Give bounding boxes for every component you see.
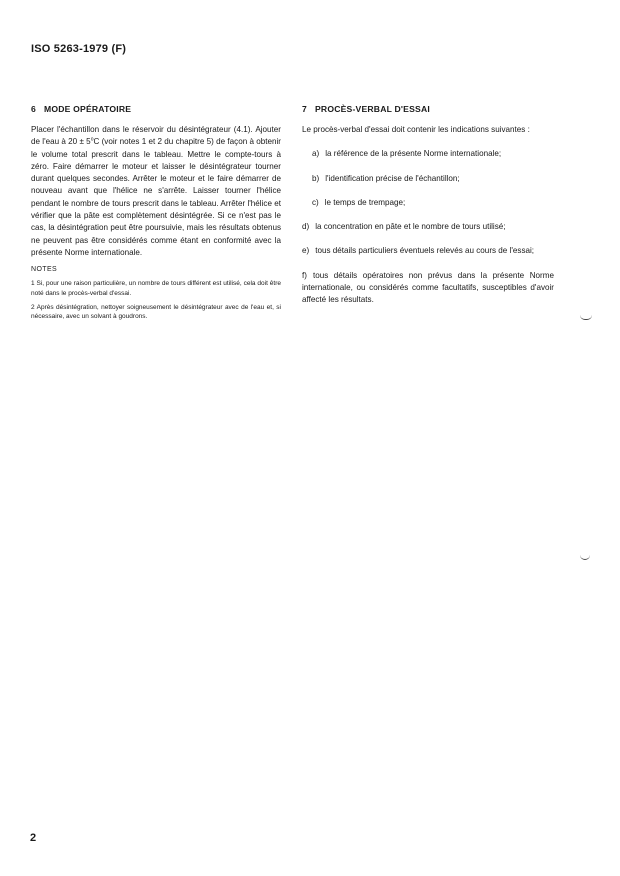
section-number: 7 <box>302 104 307 114</box>
notes-heading: NOTES <box>31 266 58 274</box>
item-text: l'identification précise de l'échantillon; <box>325 173 460 183</box>
list-item-f <box>302 270 554 307</box>
item-text: tous détails opératoires non prévus dans la présente Norme internationale, ou considérés comme facultatifs, susceptibles d'avoir affecté les résultats. <box>302 270 554 305</box>
paragraph-text: Placer l'échantillon dans le réservoir du désintégrateur (4.1). Ajouter de l'eau à 20 ± 5 <box>31 125 281 147</box>
paragraph-text: C (voir notes 1 et 2 du chapitre 5) de façon à obtenir le volume total prescrit dans le tableau. Mettre le compte-tours à zéro. Faire démarrer le moteur et laisser le désintégrateur tourner durant quelques secondes. Arrêter le moteur et le faire démarrer de nouveau avant que l'hélice ne s'arrête. Laisser tourner l'hélice pendant le nombre de tours prescrit dans le tableau. Arrêter l'hélice et vérifier que la pâte est complètement désintégrée. Si ce n'est pas le cas, la désintégration peut être poursuivie, mais les résultats obtenus ne peuvent pas être considérés comme étant en conformité avec la présente Norme internationale. <box>31 137 282 257</box>
item-label: b) <box>312 173 320 183</box>
document-reference: ISO 5263-1979 (F) <box>31 43 127 55</box>
section-number: 6 <box>31 104 36 114</box>
degree-sign: o <box>90 136 94 143</box>
note-1: 1 Si, pour une raison particulière, un nombre de tours différent est utilisé, cela doit être noté dans le procès-verbal d'essai. <box>31 280 281 297</box>
page-number: 2 <box>30 832 37 844</box>
list-item-a <box>302 148 554 160</box>
section-7-title <box>302 104 554 114</box>
list-item-b <box>302 173 554 185</box>
section-7 <box>302 104 554 307</box>
item-label: c) <box>312 197 319 207</box>
item-text: tous détails particuliers éventuels relevés au cours de l'essai; <box>315 246 535 256</box>
item-label: a) <box>312 149 320 159</box>
list-item-d <box>302 221 554 233</box>
list-item-c <box>302 197 554 209</box>
item-label: d) <box>302 222 310 232</box>
section-6-title <box>31 104 281 114</box>
section-6-paragraph <box>31 124 281 259</box>
scan-artifact-mark <box>580 555 590 560</box>
section-6 <box>31 104 281 327</box>
item-label: f) <box>302 270 307 280</box>
item-text: le temps de trempage; <box>324 197 406 207</box>
item-label: e) <box>302 246 310 256</box>
item-text: la concentration en pâte et le nombre de tours utilisé; <box>315 222 506 232</box>
scan-artifact-mark <box>580 315 592 320</box>
section-heading: PROCÈS-VERBAL D'ESSAI <box>314 104 430 114</box>
section-7-intro: Le procès-verbal d'essai doit contenir les indications suivantes : <box>302 125 530 134</box>
note-2: 2 Après désintégration, nettoyer soigneusement le désintégrateur avec de l'eau et, si nécessaire, avec un solvant à goudrons. <box>31 304 281 321</box>
section-heading: MODE OPÉRATOIRE <box>43 104 132 114</box>
item-text: la référence de la présente Norme internationale; <box>325 149 502 159</box>
list-item-e <box>302 245 554 257</box>
